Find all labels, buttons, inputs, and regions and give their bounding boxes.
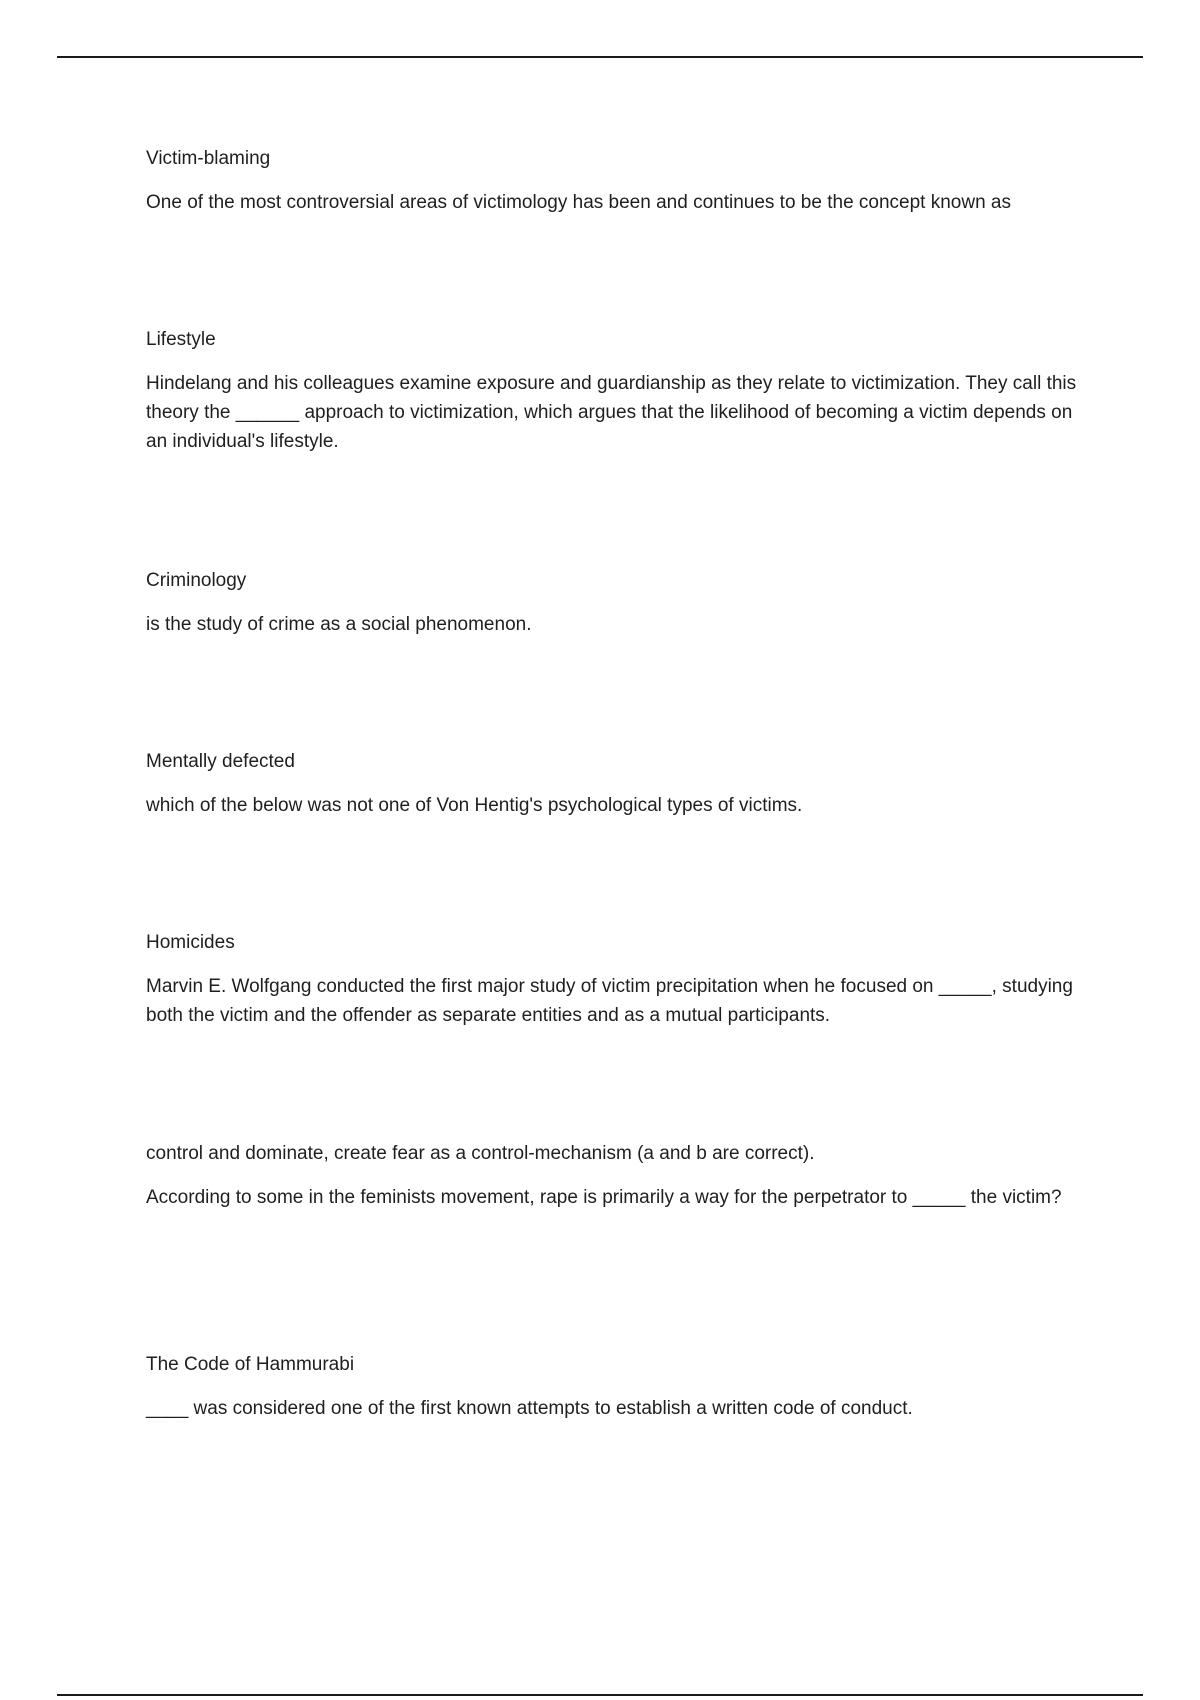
flashcard-term: control and dominate, create fear as a control-mechanism (a and b are correct). (146, 1143, 815, 1164)
flashcard (146, 1352, 1086, 1533)
flashcard-term: Mentally defected (146, 751, 295, 772)
flashcard-definition: is the study of crime as a social phenomenon. (146, 614, 532, 635)
flashcard-list (146, 146, 1086, 1533)
flashcard (146, 568, 1086, 749)
flashcard-definition: Hindelang and his colleagues examine exposure and guardianship as they relate to victimization. They call this theory the ______ approach to victimization, which argues that the likelihood of becoming a victim depends on an individual's lifestyle. (146, 373, 1077, 452)
flashcard-definition: which of the below was not one of Von Hentig's psychological types of victims. (146, 795, 803, 816)
flashcard (146, 146, 1086, 327)
flashcard-term: Homicides (146, 932, 235, 953)
flashcard (146, 930, 1086, 1141)
flashcard (146, 327, 1086, 568)
flashcard-definition: ____ was considered one of the first known attempts to establish a written code of conduct. (146, 1398, 913, 1419)
flashcard (146, 749, 1086, 930)
flashcard-definition: Marvin E. Wolfgang conducted the first major study of victim precipitation when he focused on _____, studying both the victim and the offender as separate entities and as a mutual participants. (146, 976, 1073, 1026)
flashcard-definition: One of the most controversial areas of victimology has been and continues to be the concept known as (146, 192, 1012, 213)
flashcard-term: Lifestyle (146, 329, 216, 350)
flashcard (146, 1141, 1086, 1352)
flashcard-term: Criminology (146, 570, 247, 591)
flashcard-term: Victim-blaming (146, 148, 271, 169)
footer-rule (57, 1694, 1143, 1696)
flashcard-definition: According to some in the feminists movement, rape is primarily a way for the perpetrator to _____ the victim? (146, 1187, 1062, 1208)
flashcard-term: The Code of Hammurabi (146, 1354, 355, 1375)
header-rule (57, 56, 1143, 58)
